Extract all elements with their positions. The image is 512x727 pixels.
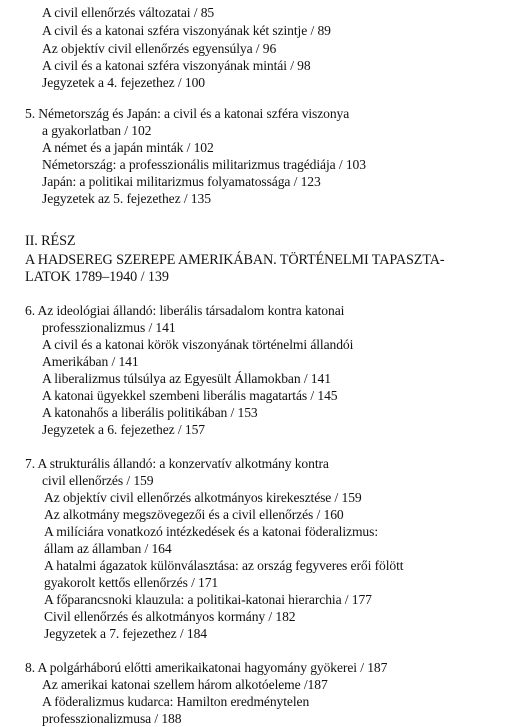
toc-entry: Az objektív civil ellenőrzés egyensúlya / 96 [42, 41, 277, 56]
toc-entry: A civil és a katonai szféra viszonyának mintái / 98 [42, 58, 311, 73]
toc-entry: A liberalizmus túlsúlya az Egyesült Államokban / 141 [42, 371, 331, 386]
toc-entry: Jegyzetek a 6. fejezethez / 157 [42, 422, 205, 437]
chapter-title: 8. A polgárháború előtti amerikaikatonai hagyomány gyökerei / 187 [25, 660, 388, 675]
chapter-title: 7. A strukturális állandó: a konzervatív alkotmány kontra [25, 456, 329, 471]
toc-entry: Amerikában / 141 [42, 354, 139, 369]
toc-entry: Civil ellenőrzés és alkotmányos kormány / 182 [44, 609, 296, 624]
chapter-title-cont: civil ellenőrzés / 159 [42, 473, 154, 488]
toc-entry: Az objektív civil ellenőrzés alkotmányos kirekesztése / 159 [44, 490, 362, 505]
part-title-cont: LATOK 1789–1940 / 139 [25, 269, 169, 285]
chapter-title-cont: professzionalizmus / 141 [42, 320, 176, 335]
toc-entry: A hatalmi ágazatok különválasztása: az ország fegyveres erői fölött [44, 558, 404, 573]
toc-entry: Japán: a politikai militarizmus folyamatossága / 123 [42, 174, 321, 189]
toc-entry: A civil és a katonai körök viszonyának történelmi állandói [42, 337, 354, 352]
part-label: II. RÉSZ [25, 233, 76, 249]
toc-entry: A katonai ügyekkel szembeni liberális magatartás / 145 [42, 388, 338, 403]
chapter-title: 6. Az ideológiai állandó: liberális társadalom kontra katonai [25, 303, 345, 318]
toc-entry: A föderalizmus kudarca: Hamilton eredménytelen [42, 694, 310, 709]
toc-entry: A civil ellenőrzés változatai / 85 [42, 5, 215, 20]
chapter-title: 5. Németország és Japán: a civil és a katonai szféra viszonya [25, 106, 350, 121]
toc-entry: Az alkotmány megszövegezői és a civil ellenőrzés / 160 [44, 507, 344, 522]
toc-entry: Jegyzetek a 7. fejezethez / 184 [44, 626, 207, 641]
chapter-title-cont: a gyakorlatban / 102 [42, 123, 152, 138]
toc-entry: gyakorolt kettős ellenőrzés / 171 [44, 575, 219, 590]
toc-entry: A katonahős a liberális politikában / 153 [42, 405, 258, 420]
toc-entry: A német és a japán minták / 102 [42, 140, 214, 155]
toc-entry: professzionalizmusa / 188 [42, 711, 182, 726]
toc-entry: Németország: a professzionális militarizmus tragédiája / 103 [42, 157, 366, 172]
toc-entry: Az amerikai katonai szellem három alkotóeleme /187 [42, 677, 328, 692]
toc-entry: A civil és a katonai szféra viszonyának két szintje / 89 [42, 23, 331, 38]
toc-entry: Jegyzetek a 4. fejezethez / 100 [42, 75, 205, 90]
toc-entry: A milíciára vonatkozó intézkedések és a katonai föderalizmus: [44, 524, 378, 539]
toc-entry: A főparancsnoki klauzula: a politikai-katonai hierarchia / 177 [44, 592, 372, 607]
toc-entry: állam az államban / 164 [44, 541, 172, 556]
toc-entry: Jegyzetek az 5. fejezethez / 135 [42, 191, 211, 206]
part-title: A HADSEREG SZEREPE AMERIKÁBAN. TÖRTÉNELMI TAPASZTA- [25, 252, 445, 268]
